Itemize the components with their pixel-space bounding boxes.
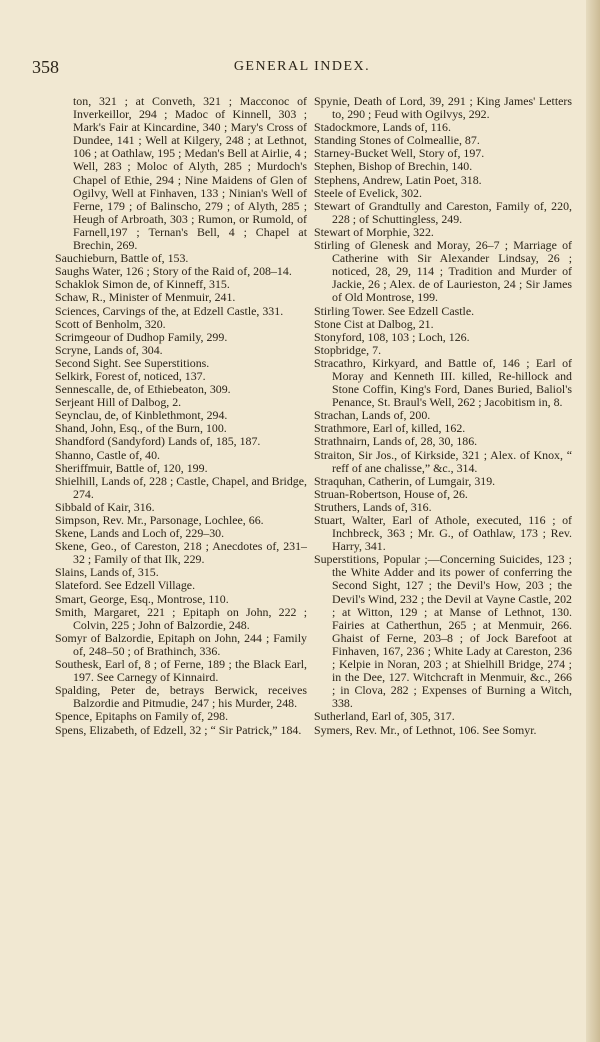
index-entry: Southesk, Earl of, 8 ; of Ferne, 189 ; the Black Earl, 197. See Carnegy of Kinnaird. [55, 657, 307, 685]
index-entry: Stewart of Grandtully and Careston, Family of, 220, 228 ; of Schuttingless, 249. [314, 198, 572, 226]
running-title: GENERAL INDEX. [233, 59, 371, 74]
index-entry: Shandford (Sandyford) Lands of, 185, 187. [55, 434, 261, 449]
page-header [32, 57, 572, 81]
index-entry: Stephen, Bishop of Brechin, 140. [314, 159, 473, 174]
index-entry: Stirling of Glenesk and Moray, 26–7 ; Marriage of Catherine with Sir Alexander Lindsay, 26 ; noticed, 28, 29, 114 ; Tradition and Murder of Jackie, 26 ; Alex. de of Laurieston, 24 ; Sir James of Old Montrose, 199. [314, 238, 572, 305]
index-entry: Stopbridge, 7. [314, 342, 382, 357]
index-entry: Skene, Geo., of Careston, 218 ; Anecdotes of, 231–32 ; Family of that Ilk, 229. [55, 539, 307, 567]
index-entry: Sennescalle, de, of Ethiebeaton, 309. [55, 382, 231, 397]
index-entry: Schaw, R., Minister of Menmuir, 241. [55, 290, 236, 305]
index-entry: Somyr of Balzordie, Epitaph on John, 244 ; Family of, 248–50 ; of Brathinch, 336. [55, 630, 307, 658]
index-entry: Symers, Rev. Mr., of Lethnot, 106. See Somyr. [314, 722, 537, 737]
index-entry: Shand, John, Esq., of the Burn, 100. [55, 421, 227, 436]
index-entry: Stuart, Walter, Earl of Athole, executed, 116 ; of Inchbreck, 363 ; Mr. G., of Oathlaw, 173 ; Rev. Harry, 341. [314, 513, 572, 554]
index-entry: Steele of Evelick, 302. [314, 185, 422, 200]
index-entry: Slateford. See Edzell Village. [55, 578, 196, 593]
index-entry: Stirling Tower. See Edzell Castle. [314, 303, 475, 318]
index-entry: Smith, Margaret, 221 ; Epitaph on John, 222 ; Colvin, 225 ; John of Balzordie, 248. [55, 604, 307, 632]
index-entry: Spens, Elizabeth, of Edzell, 32 ; “ Sir Patrick,” 184. [55, 722, 302, 737]
index-entry: Stephens, Andrew, Latin Poet, 318. [314, 172, 482, 187]
index-entry: Shanno, Castle of, 40. [55, 447, 161, 462]
index-entry: ton, 321 ; at Conveth, 321 ; Macconoc of Inverkeillor, 294 ; Madoc of Kinnell, 303 ; Mark's Fair at Kincardine, 340 ; Mary's Cross of Dundee, 141 ; Well at Kilgery, 248 ; at Lethnot, 106 ; at Oathlaw, 195 ; Medan's Bell at Airlie, 4 ; Well, 283 ; Moloc of Alyth, 285 ; Murdoch's Chapel of Ethie, 294 ; Nine Maidens of Glen of Ogilvy, Well at Finhaven, 133 ; Ninian's Well of Ferne, 179 ; of Balinscho, 279 ; of Alyth, 285 ; Heugh of Arbroath, 303 ; Rumon, or Rumold, of Farnell,197 ; Ternan's Bell, 4 ; Chapel at Brechin, 269. [73, 94, 307, 253]
index-entry: Starney-Bucket Well, Story of, 197. [314, 146, 485, 161]
index-entry: Selkirk, Forest of, noticed, 137. [55, 368, 206, 383]
index-entry: Simpson, Rev. Mr., Parsonage, Lochlee, 66. [55, 513, 264, 527]
index-entry: Serjeant Hill of Dalbog, 2. [55, 395, 182, 410]
index-entry: Sauchieburn, Battle of, 153. [55, 251, 189, 266]
index-entry: Stone Cist at Dalbog, 21. [314, 316, 434, 331]
index-entry: Scott of Benholm, 320. [55, 316, 166, 331]
index-entry: Skene, Lands and Loch of, 229–30. [55, 526, 225, 541]
index-entry: Strachan, Lands of, 200. [314, 408, 431, 423]
index-entry: Saughs Water, 126 ; Story of the Raid of, 208–14. [55, 264, 292, 279]
index-entry: Spence, Epitaphs on Family of, 298. [55, 709, 229, 724]
index-entry: Schaklok Simon de, of Kinneff, 315. [55, 277, 230, 292]
index-column-right [314, 95, 572, 737]
index-entry: Stadockmore, Lands of, 116. [314, 120, 451, 135]
index-entry: Sibbald of Kair, 316. [55, 499, 155, 514]
index-entry: Struthers, Lands of, 316. [314, 499, 432, 514]
index-entry: Seynclau, de, of Kinblethmont, 294. [55, 408, 228, 423]
index-entry: Scryne, Lands of, 304. [55, 342, 163, 357]
index-entry: Smart, George, Esq., Montrose, 110. [55, 591, 229, 606]
page-edge [586, 0, 600, 1042]
index-entry: Stewart of Morphie, 322. [314, 224, 434, 239]
index-entry: Straiton, Sir Jos., of Kirkside, 321 ; Alex. of Knox, “ reff of ane chalisse,” &c., 314. [314, 447, 572, 475]
index-entry: Straquhan, Catherin, of Lumgair, 319. [314, 473, 496, 488]
index-entry: Strathmore, Earl of, killed, 162. [314, 421, 466, 436]
index-entry: Superstitions, Popular ;—Concerning Suicides, 123 ; the White Adder and its power of conferring the Second Sight, 127 ; the Devil's How, 203 ; the Devil's Wind, 232 ; the Devil at Vayne Castle, 202 ; at Witton, 129 ; at Manse of Lethnot, 130. Fairies at Catherthun, 265 ; at Menmuir, 266. Ghaist of Ferne, 203–8 ; of Jock Barefoot at Finhaven, 167, 236 ; White Lady at Careston, 236 ; Kelpie in Noran, 203 ; at Shielhill Bridge, 274 ; in the Dee, 127. Witchcraft in Menmuir, &c., 266 ; in Clova, 282 ; Expenses of Burning a Witch, 338. [314, 552, 572, 711]
index-entry: Second Sight. See Superstitions. [55, 355, 210, 370]
index-entry: Strathnairn, Lands of, 28, 30, 186. [314, 434, 478, 449]
index-entry: Spalding, Peter de, betrays Berwick, receives Balzordie and Pitmudie, 247 ; his Murder, 248. [55, 683, 307, 711]
index-entry: Stracathro, Kirkyard, and Battle of, 146 ; Earl of Moray and Kenneth III. killed, Re-hillock and Stone Coffin, King's Ford, Danes Buried, Baliol's Penance, St. Braul's Well, 262 ; Jacobitism in, 8. [314, 355, 572, 410]
index-entry: Slains, Lands of, 315. [55, 565, 159, 580]
page-number: 358 [32, 57, 59, 77]
index-entry: Sheriffmuir, Battle of, 120, 199. [55, 460, 208, 475]
index-entry: Scrimgeour of Dudhop Family, 299. [55, 329, 228, 344]
index-entry: Standing Stones of Colmeallie, 87. [314, 133, 480, 148]
index-entry: Sutherland, Earl of, 305, 317. [314, 709, 455, 724]
index-entry: Stonyford, 108, 103 ; Loch, 126. [314, 329, 470, 344]
index-entry: Sciences, Carvings of the, at Edzell Castle, 331. [55, 303, 284, 318]
index-entry: Shielhill, Lands of, 228 ; Castle, Chapel, and Bridge, 274. [55, 473, 307, 501]
index-entry: Spynie, Death of Lord, 39, 291 ; King James' Letters to, 290 ; Feud with Ogilvys, 292. [314, 94, 572, 122]
index-entry: Struan-Robertson, House of, 26. [314, 486, 468, 501]
index-column-left [55, 95, 307, 737]
